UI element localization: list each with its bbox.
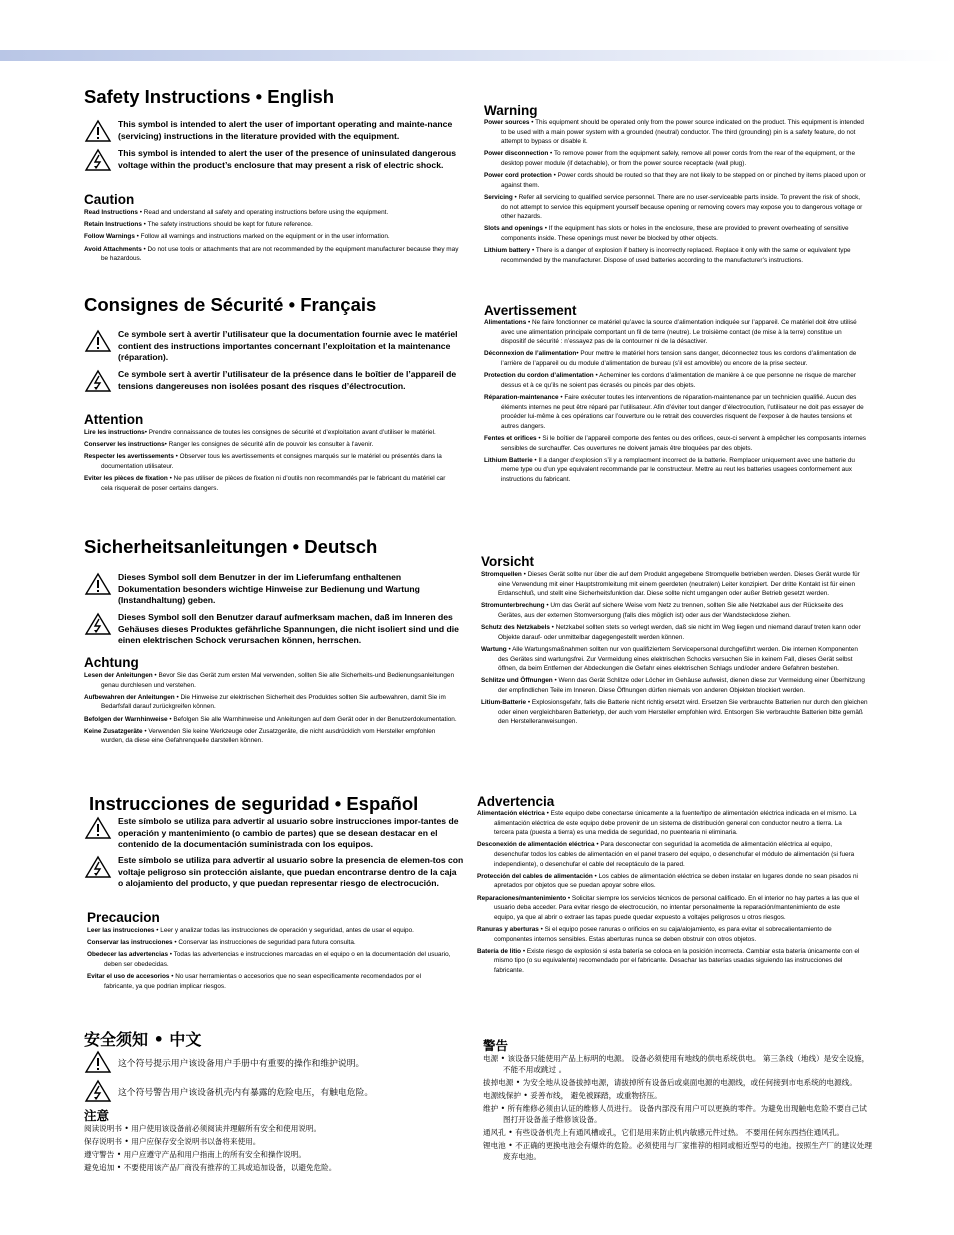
list-item: Power disconnection • To remove power from the equipment safely, remove all power cords from the rear of the equipment, or the desktop power module (if detachable), or from the power source receptacle (wall plug). <box>484 150 856 167</box>
list-item: Keine Zusatzgeräte • Verwenden Sie keine Werkzeuge oder Zusatzgeräte, die nicht ausdrücklich vom Hersteller empfohlen wurden, da diese eine Gefahrenquelle darstellen können. <box>84 727 436 745</box>
list-item: Protection du cordon d’alimentation • Acheminer les cordons d’alimentation de manière à ce que personne ne risque de marcher dessus et à ce qu’ils ne soient pas écrasés ou pincés par des objets. <box>484 372 856 389</box>
chinese-warning-heading: 警告 <box>483 1038 509 1053</box>
list-item: Evitar el uso de accesorios • No usar herramientas o accesorios que no sean especificamente recomendados por el fabricante, ya que podrian implicar riesgos. <box>87 973 422 990</box>
high-voltage-icon <box>84 855 112 879</box>
warning-triangle-icon <box>84 329 112 353</box>
list-item: Eviter les pièces de fixation • Ne pas utiliser de pièces de fixation ni d’outils non recommandés par le fabricant du matériel car cela risquerait de poser certains dangers. <box>84 475 446 492</box>
list-item: 保存说明书 • 用户应保存安全说明书以备将来使用。 <box>84 1137 261 1146</box>
list-item: Lithium battery • There is a danger of explosion if battery is incorrectly replaced. Replace it only with the same or equivalent type recommended by the manufacturer. Dispose of used batteries according to the manufacturer’s instructions. <box>484 247 851 264</box>
german-warning-list <box>481 570 869 729</box>
spanish-symbol-1 <box>84 816 464 851</box>
list-item: Schutz des Netzkabels • Netzkabel sollten stets so verlegt werden, daß sie nicht im Weg liegen und niemand darauf treten kann oder Objekte darauf- oder unmittelbar dagegengestellt werden können. <box>481 624 861 641</box>
german-warning-heading: Vorsicht <box>481 554 535 569</box>
list-item: Batería de litio • Existe riesgo de explosión si esta batería se coloca en la posición incorrecta. Cambiar esta batería únicamente con el mismo tipo (o su equivalente) recomendado por el fabricante. Desachar las baterías usadas siguiendo las instrucciones del fabricante. <box>477 947 860 974</box>
english-caution-list <box>84 208 464 266</box>
list-item: Read Instructions • Read and understand all safety and operating instructions before using the equipment. <box>84 209 389 216</box>
list-item: Conservar las instrucciones • Conservar las instrucciones de seguridad para futura consulta. <box>87 939 356 947</box>
list-item: Power sources • This equipment should be operated only from the power source indicated on the product. This equipment is intended to be used with a main power system with a grounded (neutral) conductor. The third (grounding) pin is a safety feature, do not attempt to bypass or disable it. <box>484 119 864 146</box>
chinese-symbol-1 <box>84 1050 474 1074</box>
german-symbol-2-text: Dieses Symbol soll den Benutzer darauf aufmerksam machen, daß im Inneren des Gehäuses dieses Produktes gefährliche Spannungen, die nicht isoliert sind und die einen elektrischen Schock verursachen können, herrschen. <box>118 612 459 645</box>
list-item: 电源 • 该设备只能使用产品上标明的电源。 设备必须使用有地线的供电系统供电。 第三条线（地线）是安全设施，不能不用或跳过 。 <box>483 1054 870 1074</box>
list-item: Slots and openings • If the equipment has slots or holes in the enclosure, these are provided to prevent overheating of sensitive components inside. These openings must never be blocked by other objects. <box>484 225 849 242</box>
french-caution-heading: Attention <box>84 412 144 427</box>
list-item: Déconnexion de l’alimentation• Pour mettre le matériel hors tension sans danger, déconnectez tous les cordons d’alimentation de l’arrière de l’appareil ou du module d’alimentation de bureau (s’il est amovible) ou encore de la prise secteur. <box>484 350 857 367</box>
list-item: Protección del cables de alimentación • Los cables de alimentación eléctrica se deben instalar en lugares donde no sean pisados ni apretados por objetos que se puedan apoyar sobre ellos. <box>477 872 858 890</box>
german-symbol-2 <box>84 612 464 647</box>
high-voltage-icon <box>84 369 112 393</box>
chinese-caution-list <box>84 1123 464 1175</box>
spanish-symbol-1-text: Este símbolo se utiliza para advertir al usuario sobre instrucciones impor-tantes de operación y mantenimiento (o cambio de partes) que se desean destacar en el contenido de la documentación suministrada con los equipos. <box>118 816 459 849</box>
spanish-title: Instrucciones de seguridad • Español <box>89 793 419 814</box>
german-caution-heading: Achtung <box>84 655 139 670</box>
german-symbol-1 <box>84 572 464 607</box>
list-item: 阅读说明书 • 用户使用该设备前必须阅读并理解所有安全和使用说明。 <box>84 1124 322 1133</box>
list-item: Réparation-maintenance • Faire exécuter toutes les interventions de réparation-maintenance par un technicien qualifié. Aucun des éléments internes ne peut être réparé par l’utilisateur. Afin d’éviter tout danger d’électrocution, l’utilisateur ne doit pas essayer de procéder lui-même à ces opérations car l’ouverture ou le retrait des couvercles risquent de l’exposer à de hautes tensions et autres dangers. <box>484 393 864 430</box>
list-item: Ranuras y aberturas • Si el equipo posee ranuras o orificios en su caja/alojamiento, es para evitar el sobrecalientamiento de componentes internos sensibles. Estas aberturas nunca se deben obstruir con otros objetos. <box>477 925 832 943</box>
list-item: Respecter les avertissements • Observer tous les avertissements et consignes marqués sur le matériel ou présentés dans la documentation utilisateur. <box>84 453 442 470</box>
french-warning-heading: Avertissement <box>484 303 577 318</box>
chinese-symbol-1-text: 这个符号提示用户该设备用户手册中有重要的操作和维护说明。 <box>118 1058 365 1069</box>
english-symbol-1-text: This symbol is intended to alert the user of important operating and mainte-nance (servicing) instructions in the literature provided with the equipment. <box>118 119 453 141</box>
list-item: 避免追加 • 不要使用该产品厂商没有推荐的工具或追加设备，以避免危险。 <box>84 1163 337 1172</box>
high-voltage-icon <box>84 148 112 172</box>
list-item: Aufbewahren der Anleitungen • Die Hinweise zur elektrischen Sicherheit des Produktes sollten Sie aufbewahren, damit Sie im Bedarfsfall darauf zurückgreifen können. <box>84 693 446 711</box>
english-symbol-2-text: This symbol is intended to alert the user of the presence of uninsulated dangerous voltage within the product’s enclosure that may present a risk of electric shock. <box>118 148 457 170</box>
list-item: 电源线保护 • 妥善布线， 避免被踩踏，或重物挤压。 <box>483 1091 662 1100</box>
spanish-warning-list <box>477 809 861 978</box>
list-item: Stromquellen • Dieses Gerät sollte nur über die auf dem Produkt angegebene Stromquelle betrieben werden. Dieses Gerät wurde für eine Verwendung mit einer Hauptstromleitung mit einem geerdeten (neutralen) Leiter konzipiert. Der dritte Kontakt ist für einen Erdanschluß, und stellt eine Sicherheitsfunktion dar. Diese sollte nicht umgangen oder außer Betrieb gesetzt werden. <box>481 571 860 598</box>
spanish-symbol-2 <box>84 855 464 890</box>
list-item: 通风孔 • 有些设备机壳上有通风槽或孔，它们是用来防止机内敏感元件过热。 不要用任何东西挡住通风孔。 <box>483 1128 845 1137</box>
list-item: Servicing • Refer all servicing to qualified service personnel. There are no user-serviceable parts inside. To prevent the risk of shock, do not attempt to service this equipment yourself because opening or removing covers may expose you to dangerous voltage or other hazards. <box>484 193 863 221</box>
french-title: Consignes de Sécurité • Français <box>84 294 377 315</box>
list-item: Conserver les instructions• Ranger les consignes de sécurité afin de pouvoir les consulter à l’avenir. <box>84 441 374 449</box>
french-caution-list <box>84 428 454 496</box>
german-title: Sicherheitsanleitungen • Deutsch <box>84 536 378 557</box>
warning-triangle-icon <box>84 1050 112 1074</box>
english-warning-heading: Warning <box>484 103 538 118</box>
german-symbol-1-text: Dieses Symbol soll dem Benutzer in der im Lieferumfang enthaltenen Dokumentation besonders wichtige Hinweise zur Bedienung und Wartung (Instandhaltung) geben. <box>118 572 420 605</box>
french-warning-list <box>484 318 868 487</box>
list-item: 维护 • 所有维修必须由认证的维修人员进行。 设备内部没有用户可以更换的零件。为避免出现触电危险不要自己试图打开设备盖子维修该设备。 <box>483 1104 867 1124</box>
english-symbol-2 <box>84 148 464 172</box>
spanish-symbol-2-text: Este símbolo se utiliza para advertir al usuario sobre la presencia de elemen-tos con voltaje peligroso sin protección aislante, que puedan encontrarse dentro de la caja o alojamiento del producto, y que puedan representar riesgo de electrocución. <box>118 855 464 888</box>
french-symbol-1-text: Ce symbole sert à avertir l’utilisateur que la documentation fournie avec le matériel contient des instructions importantes concernant l’exploitation et la maintenance (réparation). <box>118 329 458 362</box>
list-item: Leer las instrucciones • Leer y analizar todas las instrucciones de operación y seguridad, antes de usar el equipo. <box>87 927 414 934</box>
high-voltage-icon <box>84 1079 112 1103</box>
chinese-symbol-2-text: 这个符号警告用户该设备机壳内有暴露的危险电压，有触电危险。 <box>118 1087 374 1098</box>
warning-triangle-icon <box>84 119 112 143</box>
list-item: Follow Warnings • Follow all warnings and instructions marked on the equipment or in the user information. <box>84 233 390 241</box>
list-item: Obedecer las advertencias • Todas las advertencias e instrucciones marcadas en el equipo o en la documentación del usuario, deben ser obedecidas. <box>87 951 451 968</box>
chinese-symbol-2 <box>84 1079 474 1103</box>
list-item: Lesen der Anleitungen • Bevor Sie das Gerät zum ersten Mal verwenden, sollten Sie alle Sicherheits-und Bedienungsanleitungen genau durchlesen und verstehen. <box>84 672 455 689</box>
list-item: 锂电池 • 不正确的更换电池会有爆炸的危险。必须使用与厂家推荐的相同或相近型号的电池。按照生产厂的建议处理废弃电池。 <box>483 1141 872 1161</box>
spanish-caution-heading: Precaucion <box>87 910 160 925</box>
list-item: Schlitze und Öffnungen • Wenn das Gerät Schlitze oder Löcher im Gehäuse aufweist, dienen diese zur Vermeidung einer Überhitzung der empfindlichen Teile im Inneren. Diese Öffnungen dürfen niemals von anderen Objekten blockiert werden. <box>481 677 865 694</box>
list-item: Avoid Attachments • Do not use tools or attachments that are not recommended by the equipment manufacturer because they may be hazardous. <box>84 245 459 263</box>
english-title: Safety Instructions • English <box>84 86 335 107</box>
french-symbol-1 <box>84 329 464 364</box>
list-item: Fentes et orifices • Si le boîtier de l’appareil comporte des fentes ou des orifices, ceux-ci servent à empêcher les composants internes sensibles de surchauffer. Ces ouvertures ne doivent jamais être bloquées par des objets. <box>484 434 866 452</box>
list-item: Wartung • Alle Wartungsmaßnahmen sollten nur von qualifiziertem Servicepersonal durchgeführt werden. Die internen Komponenten des Gerätes sind wartungsfrei. Zur Vermeidung eines elektrischen Schocks versuchen Sie in keinem Fall, dieses Gerät selbst öffnen, da beim Entfernen der Abdeckungen die Gefahr eines elektrischen Schlags und/oder andere Gefahren bestehen. <box>481 645 858 673</box>
list-item: Litium-Batterie • Explosionsgefahr, falls die Batterie nicht richtig ersetzt wird. Ersetzen Sie verbrauchte Batterien nur durch den gleichen oder einen vergleichbaren Batterietyp, der auch vom Hersteller empfohlen wird. Entsorgen Sie verbrauchte Batterien bitte gemäß den Herstelleranweisungen. <box>481 699 868 726</box>
list-item: Lithium Batterie • Il a danger d’explosion s’il y a remplacment incorrect de la batterie. Remplacer uniquement avec une batterie du meme type ou d’un ype equivalent recommande par le constructeur. Mettre au reut les batteries usagees conformement aux instructions du fabricant. <box>484 456 855 483</box>
chinese-caution-heading: 注意 <box>84 1108 110 1123</box>
list-item: 拔掉电源 • 为安全地从设备拔掉电源，请拔掉所有设备后或桌面电源的电源线，或任何接到市电系统的电源线。 <box>483 1078 857 1087</box>
list-item: Reparaciones/mantenimiento • Solicitar siempre los servicios técnicos de personal calificado. En el interior no hay partes a las que el usuario deba acceder. Para evitar riesgo de electrocución, no intentar personalmente la reparación/mantenimiento de este equipo, ya que al abrir o extraer las tapas puede quedar expuesto a voltajes peligrosos u otros riesgos. <box>477 894 859 921</box>
chinese-title: 安全须知 • 中文 <box>84 1030 202 1049</box>
list-item: Stromunterbrechung • Um das Gerät auf sichere Weise vom Netz zu trennen, sollten Sie alle Netzkabel aus der Rückseite des Gerätes, aus der externen Stomversorgung (falls dies möglich ist) oder aus der Wandsteckdose ziehen. <box>481 602 844 619</box>
english-caution-heading: Caution <box>84 192 135 207</box>
header-gradient-bar <box>0 50 954 61</box>
list-item: 遵守警告 • 用户应遵守产品和用户指南上的所有安全和操作说明。 <box>84 1150 306 1159</box>
list-item: Befolgen der Warnhinweise • Befolgen Sie alle Warnhinweise und Anleitungen auf dem Gerät oder in der Benutzerdokumentation. <box>84 715 457 723</box>
list-item: Power cord protection • Power cords should be routed so that they are not likely to be stepped on or pinched by items placed upon or against them. <box>484 172 866 189</box>
english-warning-list <box>484 118 868 268</box>
french-symbol-2 <box>84 369 464 393</box>
list-item: Lire les instructions• Prendre connaissance de toutes les consignes de sécurité et d’exploitation avant d’utiliser le matériel. <box>84 429 436 436</box>
english-symbol-1 <box>84 119 464 143</box>
list-item: Alimentación eléctrica • Este equipo debe conectarse únicamente a la fuente/tipo de alimentación eléctrica indicada en el mismo. La alimentación eléctrica de este equipo debe provenir de un sistema de distribución general con conductor neutro a tierra. La tercera pata (puesta a tierra) es una medida de seguridad, no puentearia ni eliminaria. <box>477 810 857 837</box>
warning-triangle-icon <box>84 572 112 596</box>
list-item: Retain Instructions • The safety instructions should be kept for future reference. <box>84 221 313 229</box>
list-item: Alimentations • Ne faire fonctionner ce matériel qu’avec la source d’alimentation indiquée sur l’appareil. Ce matériel doit être utilisé avec une alimentation principale comportant un fil de terre (neutre). Le troisième contact (de mise à la terre) constitue un dispositif de sécurité : n’essayez pas de la contourner ni de la désactiver. <box>484 319 857 346</box>
list-item: Desconexión de alimentación eléctrica • Para desconectar con seguridad la acometida de alimentación eléctrica al equipo, desenchufar todos los cables de alimentación en el panel trasero del equipo, o desenchufar el módulo de alimentación (si fuera independiente), o desenchufar el cable del receptáculo de la pared. <box>477 841 855 868</box>
warning-triangle-icon <box>84 816 112 840</box>
french-symbol-2-text: Ce symbole sert à avertir l’utilisateur de la présence dans le boîtier de l’appareil de tensions dangereuses non isolées posant des risques d’électrocution. <box>118 369 457 391</box>
german-caution-list <box>84 671 459 749</box>
spanish-warning-heading: Advertencia <box>477 794 555 809</box>
chinese-warning-list <box>483 1053 873 1164</box>
high-voltage-icon <box>84 612 112 636</box>
spanish-caution-list <box>87 926 452 994</box>
